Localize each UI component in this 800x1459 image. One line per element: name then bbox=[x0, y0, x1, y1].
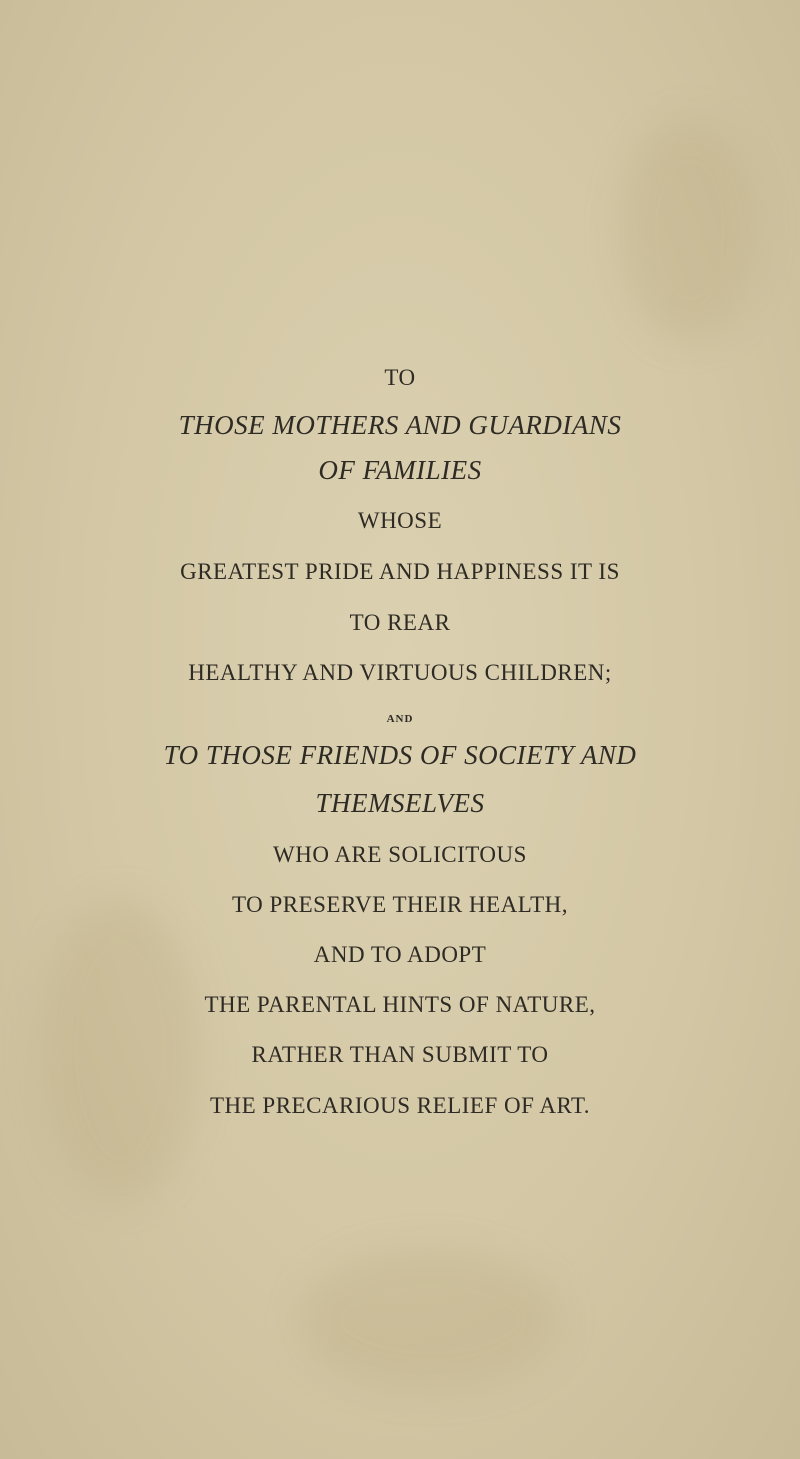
dedication-line-3: OF FAMILIES bbox=[318, 455, 482, 485]
dedication-line-11: WHO ARE SOLICITOUS bbox=[273, 842, 527, 867]
dedication-line-15: RATHER THAN SUBMIT TO bbox=[251, 1042, 549, 1067]
dedication-line-4: WHOSE bbox=[357, 508, 443, 533]
dedication-line-8: AND bbox=[386, 713, 414, 725]
dedication-line-7: HEALTHY AND VIRTUOUS CHILDREN; bbox=[188, 660, 612, 685]
dedication-line-13: AND TO ADOPT bbox=[313, 942, 487, 967]
dedication-line-1: TO bbox=[384, 365, 416, 390]
dedication-line-14: THE PARENTAL HINTS OF NATURE, bbox=[204, 992, 596, 1017]
dedication-line-2: THOSE MOTHERS AND GUARDIANS bbox=[178, 410, 622, 440]
dedication-line-6: TO REAR bbox=[349, 610, 451, 635]
dedication-line-5: GREATEST PRIDE AND HAPPINESS IT IS bbox=[180, 559, 620, 584]
dedication-line-10: THEMSELVES bbox=[315, 788, 485, 818]
dedication-line-16: THE PRECARIOUS RELIEF OF ART. bbox=[209, 1093, 591, 1118]
dedication-line-9: TO THOSE FRIENDS OF SOCIETY AND bbox=[163, 740, 637, 770]
dedication-line-12: TO PRESERVE THEIR HEALTH, bbox=[231, 892, 569, 917]
